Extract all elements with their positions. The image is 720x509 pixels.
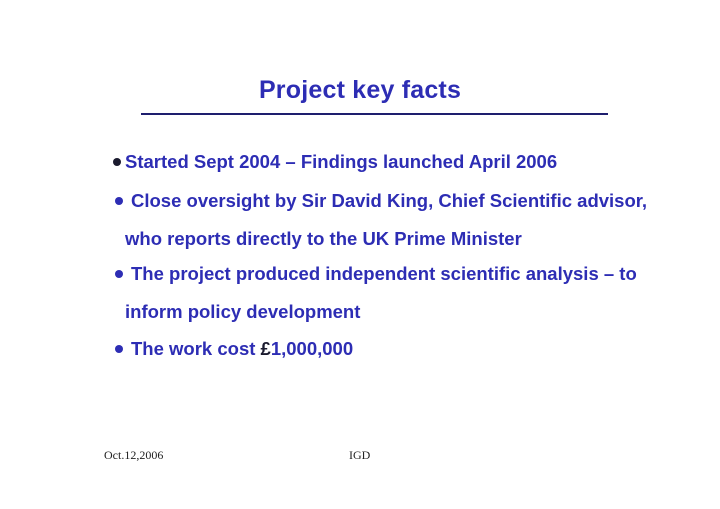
bullet-4-line-1 bbox=[131, 338, 353, 360]
cost-amount: 1,000,000 bbox=[270, 338, 354, 359]
bullet-dot-icon bbox=[113, 158, 121, 166]
pound-symbol: £ bbox=[260, 338, 271, 359]
bullet-dot-icon bbox=[115, 197, 123, 205]
footer-org: IGD bbox=[349, 448, 371, 462]
bullet-dot-icon bbox=[115, 270, 123, 278]
slide-title: Project key facts bbox=[258, 76, 462, 104]
footer-date: Oct.12,2006 bbox=[104, 448, 164, 462]
bullet-3-line-1: The project produced independent scientific analysis – to bbox=[131, 263, 637, 284]
bullet-2-line-1: Close oversight by Sir David King, Chief Scientific advisor, bbox=[131, 190, 648, 211]
bullet-3-line-2: inform policy development bbox=[125, 301, 361, 322]
bullet-1-line-1: Started Sept 2004 – Findings launched April 2006 bbox=[125, 151, 558, 172]
bullet-2-line-2: who reports directly to the UK Prime Minister bbox=[125, 228, 522, 249]
bullet-dot-icon bbox=[115, 345, 123, 353]
cost-prefix: The work cost bbox=[131, 338, 261, 359]
